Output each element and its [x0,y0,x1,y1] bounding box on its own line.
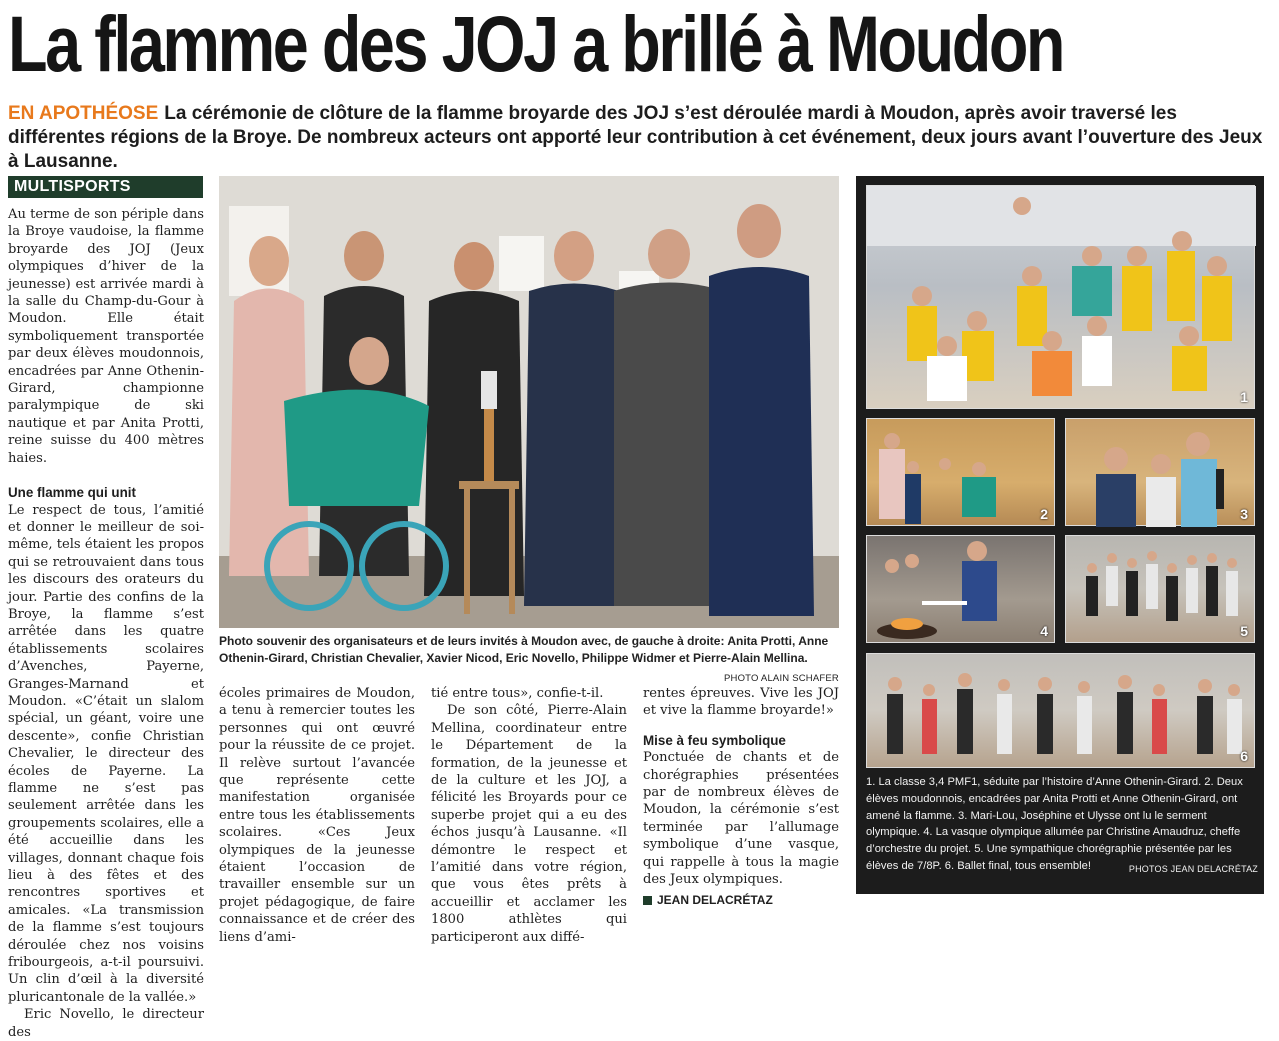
gallery-photo-4 [866,535,1055,643]
section-rubric: MULTISPORTS [8,176,203,198]
article-column-4 [643,685,839,910]
gallery-caption [866,774,1258,878]
gallery-caption-text: 1. La classe 3,4 PMF1, séduite par l’histoire d’Anne Othenin-Girard. 2. Deux élèves moudonnois, encadrées par Anita Protti et Anne Othenin-Girard, ont amené la flamme. 3. Mari-Lou, Joséphine et Ulysse ont lu le serment olympique. 4. La vasque olympique allumée par Christine Amaudruz, cheffe d’orchestre du projet. 5. Une sympathique chorégraphie présentée par les élèves de 7/8P. 6. Ballet final, tous ensemble! [866,776,1243,872]
gallery-photo-6-illustration [867,654,1256,769]
article-paragraph: écoles primaires de Moudon, a tenu à remercier toutes les personnes qui ont œuvré pour la réussite de ce projet. Il relève surtout l’avancée que représente cette manifestation organisée entre tous les établissements scolaires. «Ces Jeux olympiques de la jeunesse étaient l’occasion de travailler ensemble sur un projet pédagogique, de faire connaissance et de créer des liens d’ami- [219,686,415,945]
lead-kicker: EN APOTHÉOSE [8,103,159,124]
article-paragraph: Eric Novello, le directeur des [8,1007,204,1040]
gallery-photo-1-illustration [867,186,1256,410]
gallery-number-3: 3 [1240,506,1248,522]
author-name: JEAN DELACRÉTAZ [657,893,773,908]
article-column-3 [431,685,627,946]
gallery-photo-2-illustration [867,419,1056,527]
gallery-photo-4-illustration [867,536,1056,644]
lead-text: La cérémonie de clôture de la flamme broyarde des JOJ s’est déroulée mardi à Moudon, après avoir traversé les différentes régions de la Broye. De nombreux acteurs ont apporté leur contribution à cet événement, deux jours avant l’ouverture des Jeux à Lausanne. [8,103,1263,172]
gallery-photo-5 [1065,535,1255,643]
gallery-number-4: 4 [1040,623,1048,639]
gallery-photo-6 [866,653,1255,768]
article-paragraph: Le respect de tous, l’amitié et donner le meilleur de soi-même, tels étaient les propos qui se retrouvaient dans tous les discours des orateurs du jour. Partie des confins de la Broye, la flamme s’est arrêtée dans les quatre établissements scolaires d’Avenches, Payerne, Granges-Marnand et Moudon. «C’était un slalom spécial, un géant, voire une descente», confie Christian Chevalier, le directeur des écoles de Payerne. La flamme ne s’est pas seulement arrêtée dans les groupements scolaires, elle a été accueillie dans les villages, donnant chaque fois lieu à des fêtes et des rencontres sportives et amicales. «La transmission de la flamme s’est toujours déroulée chez nos voisins fribourgeois, a-t-il poursuivi. Un clin d’œil à la diversité pluricantonale de la vallée.» [8,502,204,1005]
article-subheading: Une flamme qui unit [8,485,136,501]
gallery-photo-5-illustration [1066,536,1256,644]
main-photo-caption [219,633,839,687]
gallery-number-5: 5 [1240,623,1248,639]
gallery-photo-1 [866,185,1255,409]
article-paragraph: Ponctuée de chants et de chorégraphies présentées par de nombreux élèves de Moudon, la cérémonie s’est terminée par l’allumage symbolique d’une vasque, qui rappelle à tous la magie des Jeux olympiques. [643,750,839,888]
main-group-photo [219,176,839,628]
lead-paragraph [8,102,1270,174]
main-photo-credit: PHOTO ALAIN SCHAFER [723,673,839,684]
group-photo-illustration [219,176,839,628]
article-column-2 [219,685,415,946]
article-paragraph: tié entre tous», confie-t-il. [431,686,604,701]
gallery-photo-3 [1065,418,1255,526]
article-paragraph: Au terme de son périple dans la Broye vaudoise, la flamme broyarde des JOJ (Jeux olympiques d’hiver de la jeunesse) est arrivée mardi à la salle du Champ-du-Gour à Moudon. Elle était symboliquement transportée par deux élèves moudonnois, encadrées par Anne Othenin-Girard, championne paralympique de ski nautique et par Anita Protti, reine suisse du 400 mètres haies. [8,207,204,466]
article-paragraph: rentes épreuves. Vive les JOJ et vive la flamme broyarde!» [643,686,839,719]
gallery-credit: PHOTOS JEAN DELACRÉTAZ [1128,863,1258,874]
signature-square-icon [643,896,652,905]
author-signature [643,892,839,909]
article-paragraph: De son côté, Pierre-Alain Mellina, coordinateur entre le Département de la formation, de la jeunesse et de la culture et les JOJ, a félicité les Broyards pour ce superbe projet qui a eu des échos jusqu’à Lausanne. «Il démontre le respect et l’amitié dans votre région, que vous êtes prêts à accueillir et acclamer les 1800 athlètes qui participeront aux diffé- [431,703,627,945]
gallery-photo-3-illustration [1066,419,1256,527]
main-photo-caption-text: Photo souvenir des organisateurs et de leurs invités à Moudon avec, de gauche à droite: Anita Protti, Anne Othenin-Girard, Christian Chevalier, Xavier Nicod, Eric Novello, Philippe Widmer et Pierre-Alain Mellina. [219,634,829,665]
headline: La flamme des JOJ a brillé à Moudon [8,0,1064,88]
article-subheading: Mise à feu symbolique [643,732,786,748]
gallery-number-1: 1 [1240,389,1248,405]
gallery-number-6: 6 [1240,748,1248,764]
gallery-photo-2 [866,418,1055,526]
article-column-1 [8,206,204,1041]
gallery-number-2: 2 [1040,506,1048,522]
